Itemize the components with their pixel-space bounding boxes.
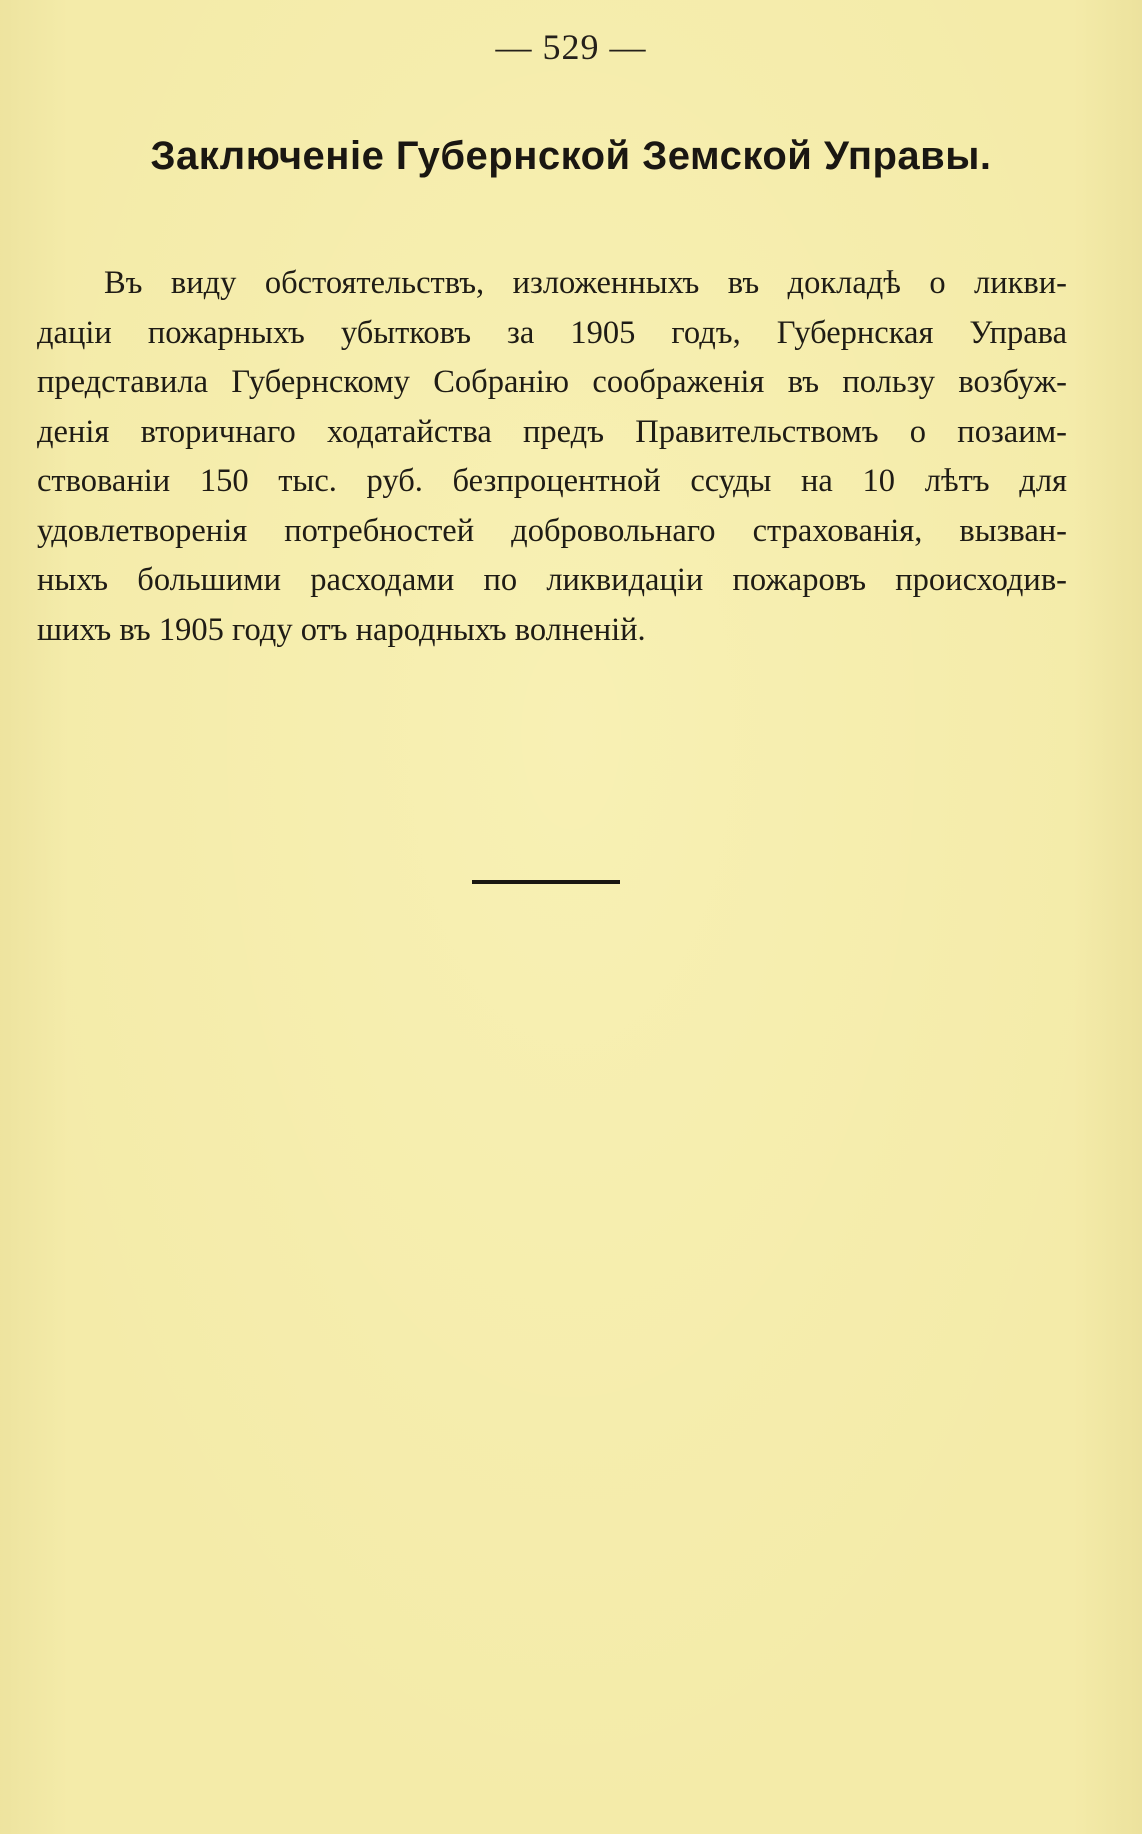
paragraph-line: даціи пожарныхъ убытковъ за 1905 годъ, Губернская Управа (37, 314, 1067, 351)
paragraph-line: удовлетворенія потребностей добровольнаго страхованія, вызван- (37, 512, 1067, 549)
paragraph-line: ныхъ большими расходами по ликвидаціи пожаровъ происходив- (37, 562, 1067, 598)
paragraph-line: Въ виду обстоятельствъ, изложенныхъ въ докладѣ о ликви- (104, 265, 1067, 301)
body-paragraph (37, 259, 1067, 655)
paragraph-line: представила Губернскому Собранію соображенія въ пользу возбуж- (37, 364, 1067, 400)
page-number: — 529 — (495, 27, 647, 67)
paragraph-line: шихъ въ 1905 году отъ народныхъ волненій. (37, 611, 646, 648)
paragraph-line: ствованіи 150 тыс. руб. безпроцентной ссуды на 10 лѣтъ для (37, 463, 1067, 499)
section-heading: Заключеніе Губернской Земской Управы. (150, 134, 992, 178)
paragraph-line: денія вторичнаго ходатайства предъ Правительствомъ о позаим- (37, 413, 1067, 450)
section-divider (472, 880, 620, 884)
